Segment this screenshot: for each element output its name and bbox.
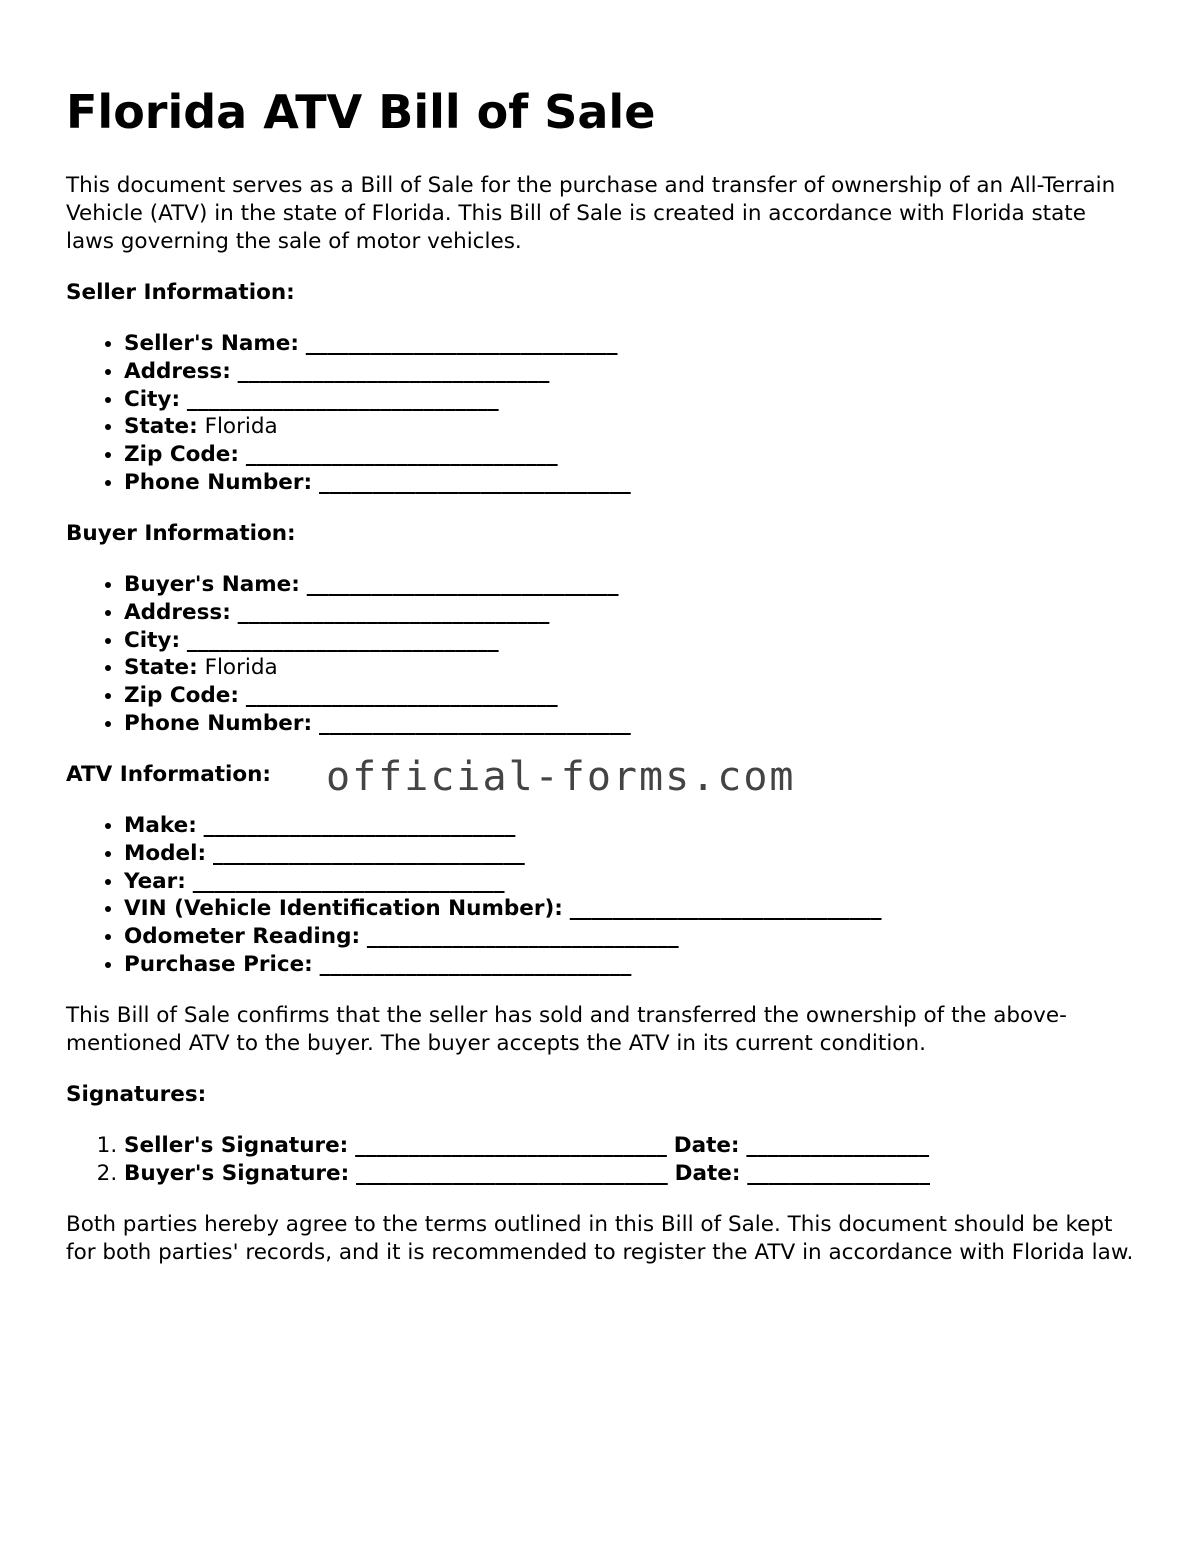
field-label: State: (124, 655, 198, 681)
atv-model-field[interactable] (124, 840, 881, 868)
date-blank: _________________ (747, 1160, 931, 1186)
field-blank: _____________________________ (569, 896, 882, 922)
atv-field-list (66, 812, 881, 979)
intro-paragraph: This document serves as a Bill of Sale for the purchase and transfer of ownership of an All-Terrain Vehicle (ATV) in the state of Florida. This Bill of Sale is created in accordance with Florida state laws governing the sale of motor vehicles. (66, 173, 1116, 254)
field-blank: _____________________________ (237, 599, 550, 625)
buyer-phone-field[interactable] (124, 710, 631, 738)
field-blank: _____________________________ (237, 358, 550, 384)
field-blank: _____________________________ (186, 627, 499, 653)
seller-section-heading: Seller Information: (66, 280, 295, 305)
atv-make-field[interactable] (124, 812, 881, 840)
watermark-text: official-forms.com (326, 754, 796, 800)
seller-field-list (66, 330, 631, 497)
field-blank: _____________________________ (192, 868, 505, 894)
buyer-zip-field[interactable] (124, 682, 631, 710)
field-value: Florida (204, 655, 278, 681)
date-blank: _________________ (746, 1133, 930, 1158)
field-label: VIN (Vehicle Identification Number): (124, 896, 563, 922)
buyer-name-field[interactable] (124, 571, 631, 599)
atv-price-field[interactable] (124, 951, 881, 979)
field-label: City: (124, 386, 181, 412)
field-label: Buyer's Name: (124, 572, 300, 597)
buyer-section-heading: Buyer Information: (66, 521, 296, 546)
closing-paragraph: Both parties hereby agree to the terms outlined in this Bill of Sale. This document should be kept for both parties' records, and it is recommended to register the ATV in accordance with Florida law. (66, 1212, 1134, 1265)
field-label: State: (124, 414, 198, 440)
field-blank: _____________________________ (186, 386, 499, 412)
field-label: Make: (124, 813, 197, 838)
field-blank: _____________________________ (306, 572, 619, 597)
signature-list (66, 1132, 930, 1188)
field-label: Seller's Signature: (124, 1133, 349, 1158)
field-blank: _____________________________ (356, 1160, 668, 1186)
field-blank: _____________________________ (245, 442, 558, 468)
seller-name-field[interactable] (124, 330, 631, 358)
buyer-address-field[interactable] (124, 599, 631, 627)
field-label: Model: (124, 840, 207, 866)
seller-phone-field[interactable] (124, 469, 631, 497)
field-blank: _____________________________ (366, 924, 679, 950)
seller-address-field[interactable] (124, 358, 631, 386)
atv-vin-field[interactable] (124, 895, 881, 923)
field-blank: _____________________________ (245, 683, 558, 709)
field-blank: _____________________________ (318, 469, 631, 495)
field-label: Year: (124, 868, 186, 894)
field-value: Florida (204, 414, 278, 440)
buyer-state-field (124, 654, 631, 682)
seller-signature-field[interactable] (124, 1132, 930, 1160)
atv-odometer-field[interactable] (124, 923, 881, 951)
buyer-signature-field[interactable] (124, 1160, 930, 1188)
date-label: Date: (674, 1160, 741, 1186)
field-label: Zip Code: (124, 442, 239, 468)
field-blank: _____________________________ (212, 840, 525, 866)
buyer-city-field[interactable] (124, 627, 631, 655)
field-blank: _____________________________ (305, 331, 618, 356)
field-blank: _____________________________ (203, 813, 516, 838)
field-label: Seller's Name: (124, 331, 299, 356)
field-label: Zip Code: (124, 683, 239, 709)
seller-state-field (124, 413, 631, 441)
field-label: Phone Number: (124, 469, 313, 495)
atv-section-heading: ATV Information: (66, 762, 272, 787)
buyer-field-list (66, 571, 631, 738)
field-label: Odometer Reading: (124, 924, 361, 950)
signatures-section-heading: Signatures: (66, 1082, 207, 1107)
field-blank: _____________________________ (318, 710, 631, 736)
field-label: Address: (124, 599, 231, 625)
field-label: Purchase Price: (124, 951, 313, 977)
field-label: Phone Number: (124, 710, 313, 736)
field-label: Address: (124, 358, 231, 384)
field-label: Buyer's Signature: (124, 1160, 350, 1186)
confirmation-paragraph: This Bill of Sale confirms that the seller has sold and transferred the ownership of the above-mentioned ATV to the buyer. The buyer accepts the ATV in its current condition. (66, 1003, 1067, 1056)
atv-year-field[interactable] (124, 868, 881, 896)
field-blank: _____________________________ (319, 951, 632, 977)
seller-zip-field[interactable] (124, 441, 631, 469)
seller-city-field[interactable] (124, 386, 631, 414)
date-label: Date: (673, 1133, 740, 1158)
field-label: City: (124, 627, 181, 653)
document-title: Florida ATV Bill of Sale (66, 85, 656, 139)
field-blank: _____________________________ (355, 1133, 667, 1158)
